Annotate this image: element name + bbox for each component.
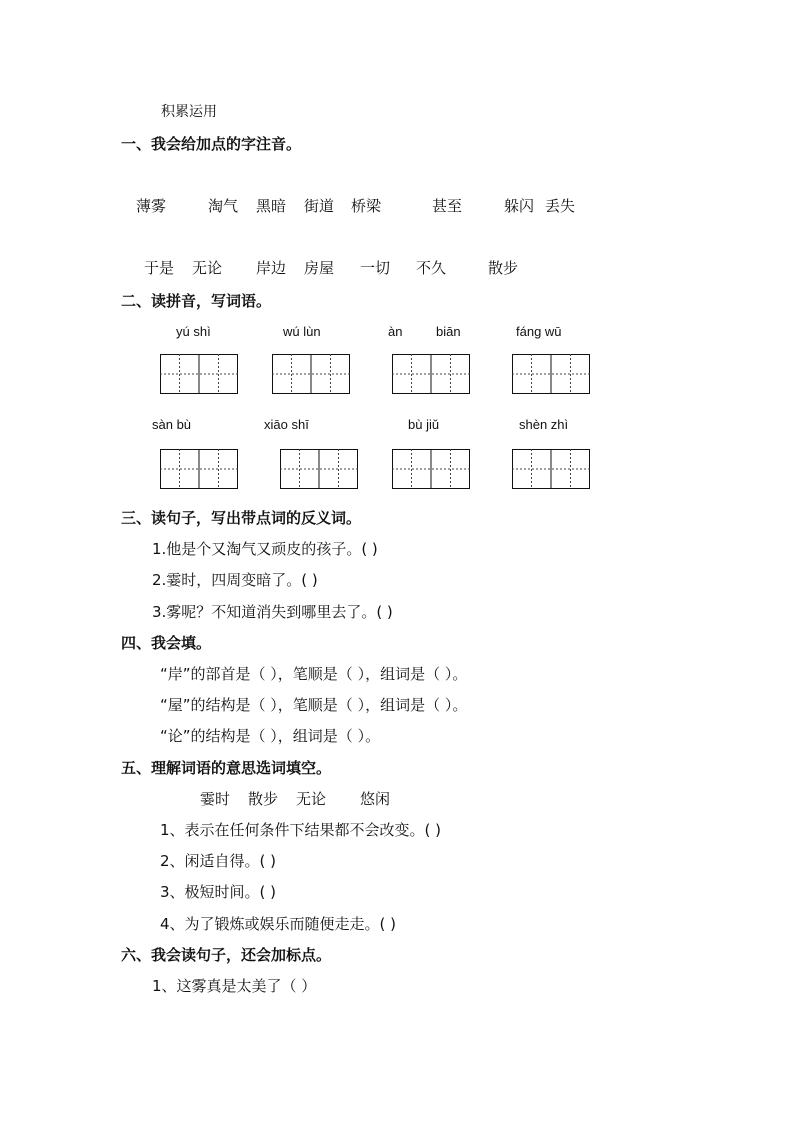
word-item: 甚至 <box>432 197 463 215</box>
section-2-heading: 二、读拼音，写词语。 <box>121 292 272 310</box>
choice-word: 霎时 <box>200 790 231 808</box>
choice-word: 无论 <box>296 790 327 808</box>
word-item: 桥梁 <box>351 197 382 215</box>
word-item: 躲闪 <box>504 197 535 215</box>
word-item: 淘气 <box>208 197 239 215</box>
word-item: 黑暗 <box>256 197 287 215</box>
question-item: 1、表示在任何条件下结果都不会改变。( ) <box>160 821 442 839</box>
fill-item: “岸”的部首是（ ），笔顺是（ ），组词是（ ）。 <box>160 665 468 683</box>
section-3-heading: 三、读句子，写出带点词的反义词。 <box>121 509 362 527</box>
question-item: 1.他是个又淘气又顽皮的孩子。( ) <box>152 540 378 558</box>
word-item: 一切 <box>360 259 391 277</box>
pinyin-label: shèn zhì <box>519 417 569 432</box>
word-item: 薄雾 <box>136 197 167 215</box>
question-item: 4、为了锻炼或娱乐而随便走走。( ) <box>160 915 397 933</box>
pinyin-label: sàn bù <box>152 417 192 432</box>
pinyin-label: fáng wū <box>516 324 562 339</box>
fill-item: “论”的结构是（ ），组词是（ ）。 <box>160 727 381 745</box>
section-1-heading: 一、我会给加点的字注音。 <box>121 135 302 153</box>
word-item: 房屋 <box>304 259 335 277</box>
question-item: 3.雾呢？不知道消失到哪里去了。( ) <box>152 603 393 621</box>
writing-grid[interactable] <box>272 354 350 394</box>
word-item: 不久 <box>416 259 447 277</box>
section-5-heading: 五、理解词语的意思选词填空。 <box>121 759 332 777</box>
word-item: 街道 <box>304 197 335 215</box>
choice-word: 悠闲 <box>360 790 391 808</box>
pinyin-label: bù jiǔ <box>408 417 440 432</box>
section-6-heading: 六、我会读句子，还会加标点。 <box>121 946 332 964</box>
question-item: 2.霎时，四周变暗了。( ) <box>152 571 318 589</box>
fill-item: “屋”的结构是（ ），笔顺是（ ），组词是（ ）。 <box>160 696 468 714</box>
word-item: 无论 <box>192 259 223 277</box>
word-item: 岸边 <box>256 259 287 277</box>
choice-word: 散步 <box>248 790 279 808</box>
word-item: 于是 <box>144 259 175 277</box>
writing-grid[interactable] <box>160 449 238 489</box>
section-4-heading: 四、我会填。 <box>121 634 212 652</box>
writing-grid[interactable] <box>512 449 590 489</box>
writing-grid[interactable] <box>392 354 470 394</box>
question-item: 1、这雾真是太美了（ ） <box>152 977 317 995</box>
writing-grid[interactable] <box>160 354 238 394</box>
pinyin-label: àn <box>388 324 403 339</box>
question-item: 3、极短时间。( ) <box>160 883 277 901</box>
word-item: 散步 <box>488 259 519 277</box>
pinyin-label: biān <box>436 324 461 339</box>
question-item: 2、闲适自得。( ) <box>160 852 277 870</box>
writing-grid[interactable] <box>280 449 358 489</box>
page-title: 积累运用 <box>161 104 217 120</box>
writing-grid[interactable] <box>512 354 590 394</box>
word-item: 丢失 <box>545 197 576 215</box>
pinyin-label: xiāo shī <box>264 417 309 432</box>
pinyin-label: yú shì <box>176 324 211 339</box>
writing-grid[interactable] <box>392 449 470 489</box>
pinyin-label: wú lùn <box>283 324 321 339</box>
